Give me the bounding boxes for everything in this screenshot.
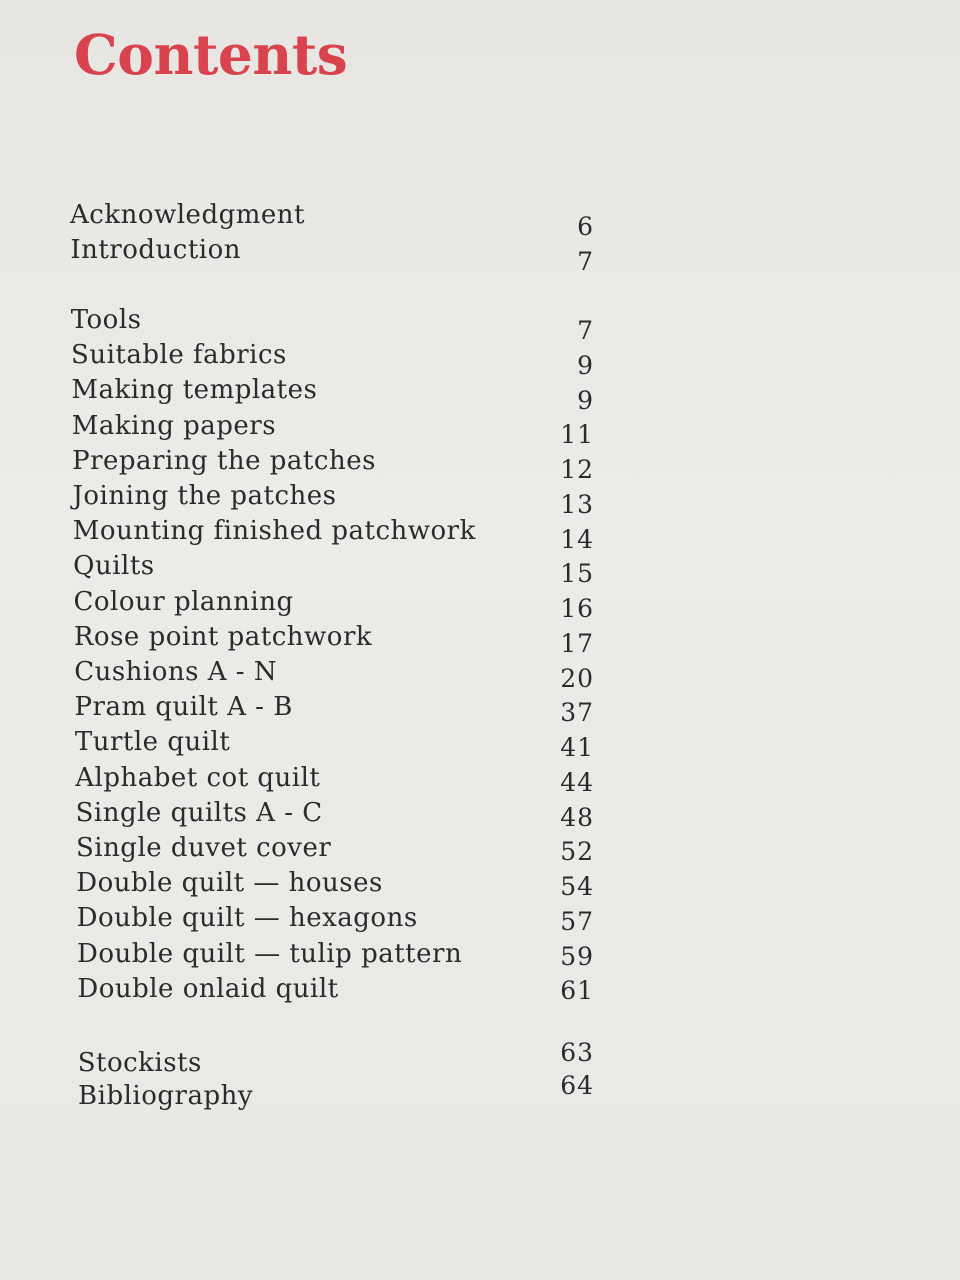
toc-entry-label: Mounting finished patchwork	[72, 516, 476, 547]
toc-entry-page-number: 44	[560, 767, 594, 797]
toc-entry-page-number: 7	[577, 316, 594, 346]
toc-entry-label: Introduction	[70, 235, 242, 265]
toc-entry-label: Preparing the patches	[72, 445, 376, 476]
toc-entry-page-number: 12	[560, 455, 594, 485]
toc-entry-label: Turtle quilt	[74, 727, 231, 758]
toc-entry-label: Tools	[70, 305, 142, 335]
toc-entry-page-number: 13	[560, 489, 594, 519]
toc-entry-label: Bibliography	[78, 1081, 254, 1111]
toc-entry-label: Making templates	[71, 375, 318, 406]
toc-entry-page-number: 61	[560, 976, 594, 1006]
toc-entry-label: Quilts	[73, 551, 155, 582]
toc-entry-label: Single duvet cover	[75, 833, 332, 863]
toc-entry-label: Rose point patchwork	[73, 621, 373, 652]
toc-entry-label: Double onlaid quilt	[77, 973, 339, 1004]
toc-entry-label: Double quilt — hexagons	[76, 903, 418, 934]
page-title: Contents	[74, 22, 348, 87]
toc-entry-label: Alphabet cot quilt	[75, 762, 321, 793]
toc-entry-page-number: 11	[560, 420, 594, 450]
toc-entry-label: Double quilt — houses	[76, 868, 383, 899]
toc-entry-page-number: 64	[560, 1071, 594, 1100]
toc-entry-page-number: 6	[577, 212, 594, 241]
toc-entry-page-number: 17	[560, 628, 594, 658]
toc-entry-label: Making papers	[71, 410, 277, 441]
toc-entry-page-number: 16	[560, 594, 594, 624]
toc-entry-page-number: 57	[560, 906, 594, 936]
toc-entry-label: Double quilt — tulip pattern	[77, 938, 463, 969]
toc-entry-page-number: 59	[560, 941, 594, 971]
toc-entry-page-number: 20	[560, 663, 594, 693]
toc-entry-label: Acknowledgment	[70, 200, 305, 230]
toc-entry-page-number: 7	[577, 246, 594, 276]
toc-entry-page-number: 37	[560, 698, 594, 728]
toc-entry-label: Colour planning	[73, 586, 294, 617]
toc-entry-page-number: 41	[560, 733, 594, 763]
toc-entry-page-number: 14	[560, 524, 594, 554]
toc-entry-label: Pram quilt A - B	[74, 692, 293, 723]
toc-entry-page-number: 52	[560, 837, 594, 867]
toc-entry-page-number: 9	[577, 385, 594, 415]
toc-entry-page-number: 9	[577, 350, 594, 380]
toc-entry-page-number: 48	[560, 802, 594, 832]
toc-entry-label: Joining the patches	[72, 481, 337, 511]
toc-entry-label: Single quilts A - C	[75, 797, 323, 828]
toc-entry-label: Cushions A - N	[74, 657, 278, 687]
toc-entry-label: Stockists	[77, 1048, 202, 1078]
toc-entry-label: Suitable fabrics	[71, 340, 287, 371]
toc-entry-page-number: 54	[560, 872, 594, 902]
toc-entry-page-number: 63	[560, 1038, 594, 1067]
toc-entry-page-number: 15	[560, 559, 594, 589]
